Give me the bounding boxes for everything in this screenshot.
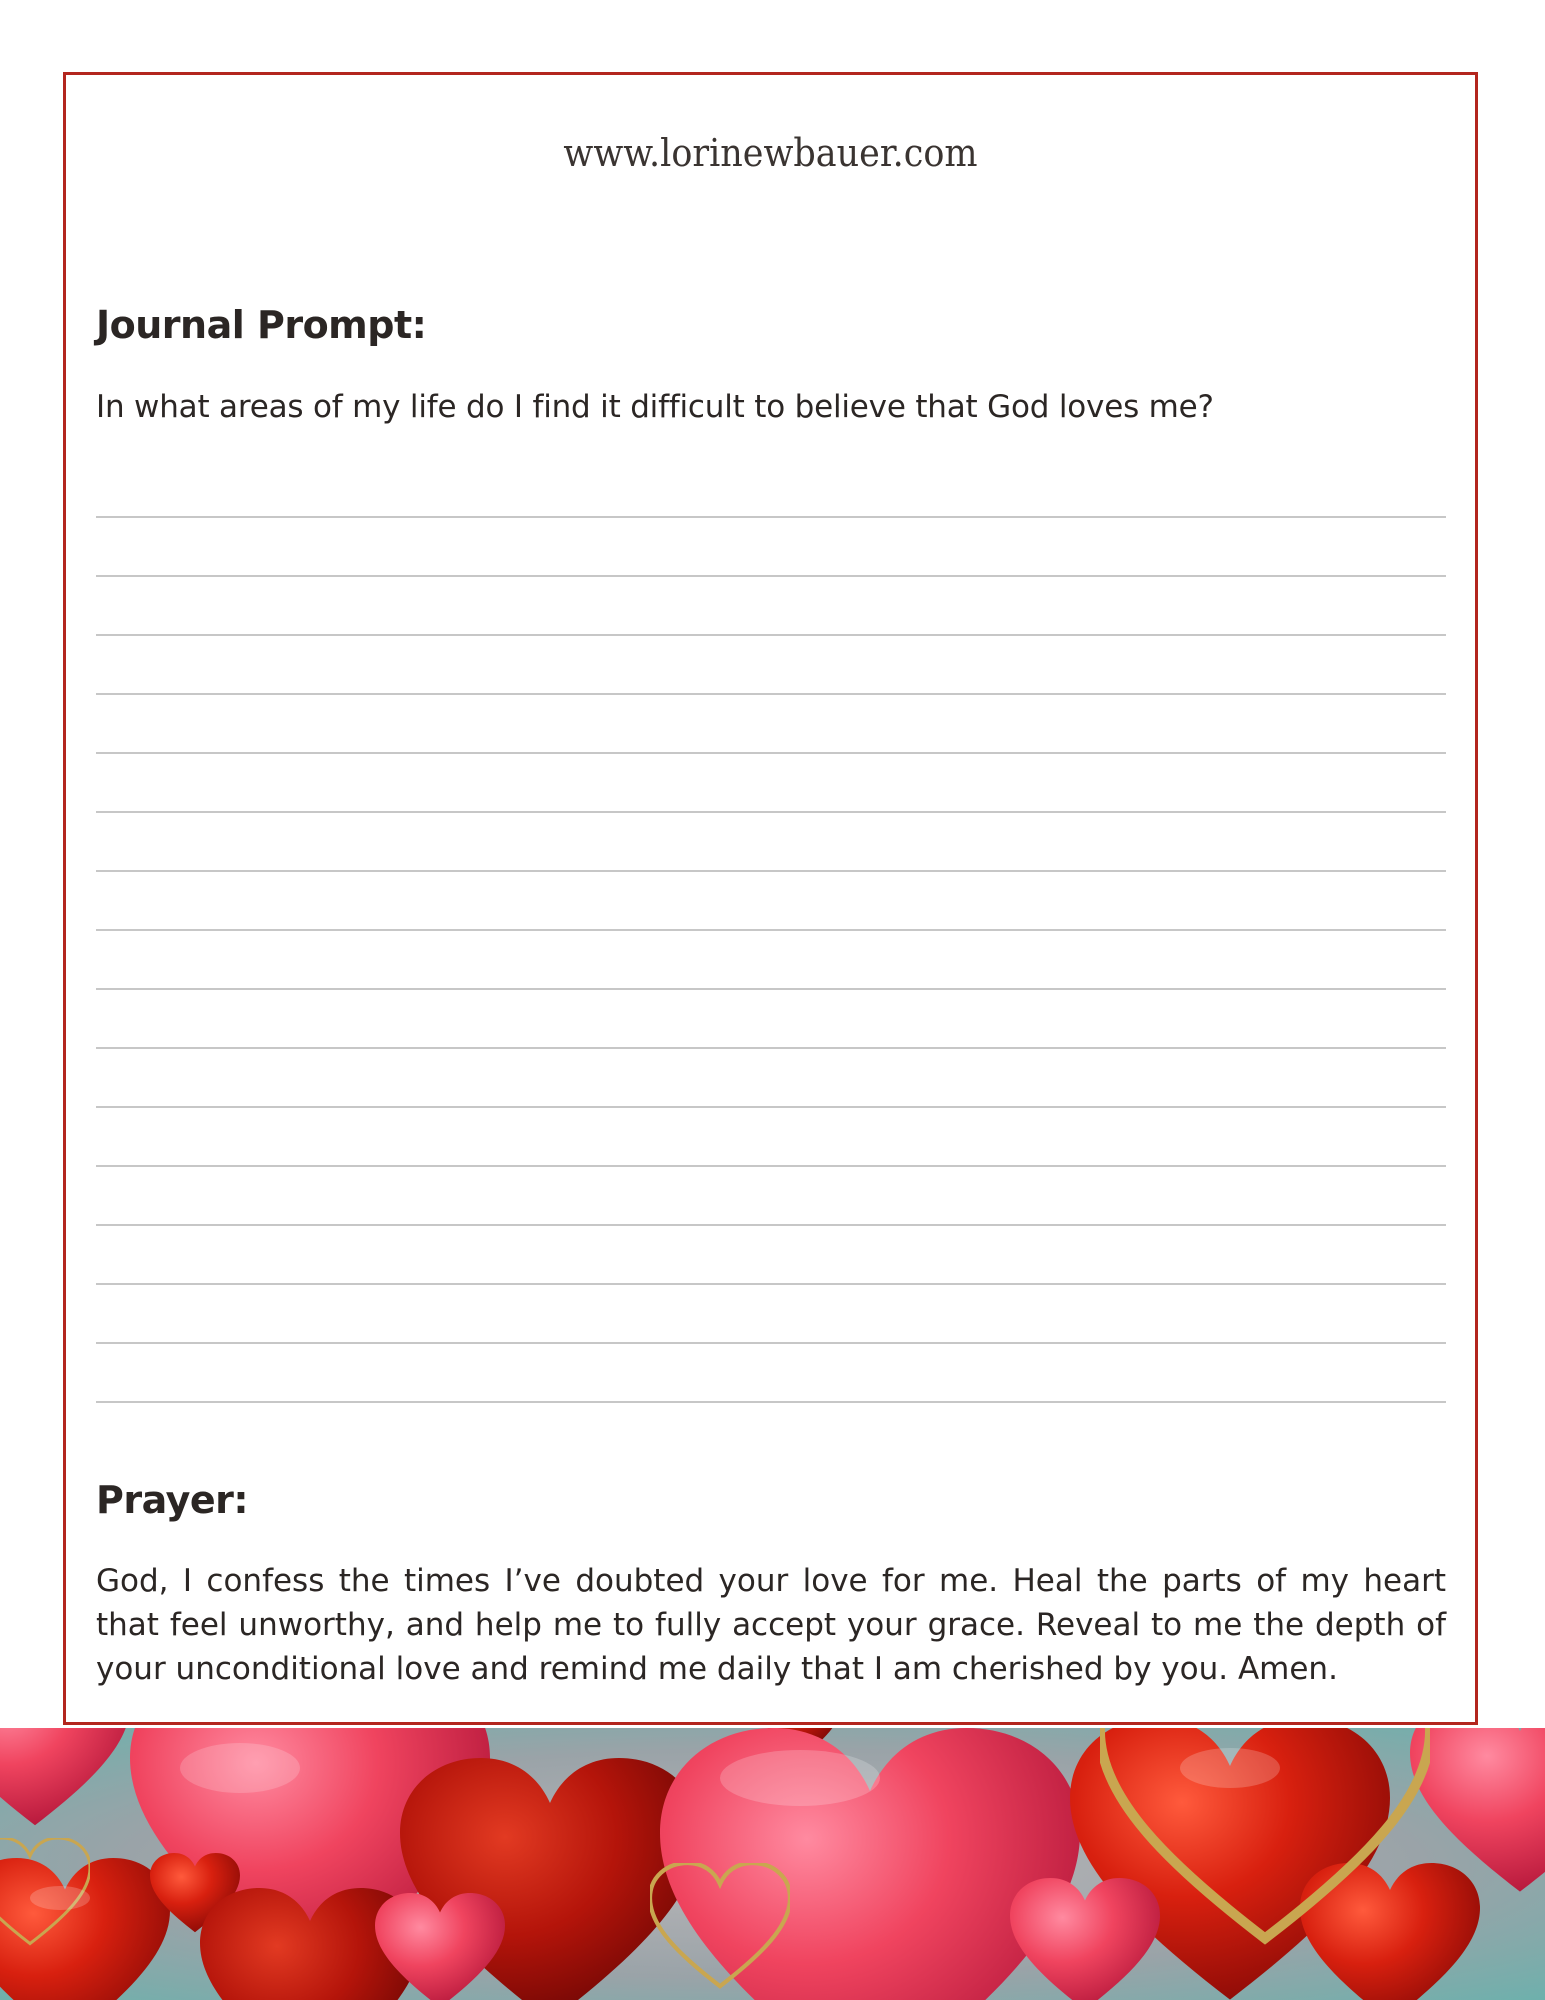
- writing-line: [96, 752, 1446, 754]
- writing-line: [96, 1165, 1446, 1167]
- writing-line: [96, 1342, 1446, 1344]
- hearts-illustration: [0, 1728, 1545, 2000]
- writing-line: [96, 1106, 1446, 1108]
- writing-line: [96, 516, 1446, 518]
- journal-prompt-text: In what areas of my life do I find it difficult to believe that God loves me?: [96, 389, 1214, 425]
- prayer-heading: Prayer:: [96, 1478, 249, 1522]
- writing-line: [96, 1047, 1446, 1049]
- writing-line: [96, 988, 1446, 990]
- writing-line: [96, 811, 1446, 813]
- writing-lines: [96, 516, 1446, 1416]
- journal-prompt-heading: Journal Prompt:: [96, 303, 427, 347]
- writing-line: [96, 1224, 1446, 1226]
- prayer-text: God, I confess the times I’ve doubted your love for me. Heal the parts of my heart that feel unworthy, and help me to fully accept your grace. Reveal to me the depth of your unconditional love and remind me daily that I am cherished by you. Amen.: [96, 1563, 1446, 1687]
- page-frame: [63, 72, 1478, 1725]
- writing-line: [96, 929, 1446, 931]
- writing-line: [96, 575, 1446, 577]
- writing-line: [96, 693, 1446, 695]
- writing-line: [96, 870, 1446, 872]
- hearts-banner: [0, 1728, 1545, 2000]
- writing-line: [96, 634, 1446, 636]
- website-url: www.lorinewbauer.com: [563, 131, 978, 175]
- writing-line: [96, 1283, 1446, 1285]
- writing-line: [96, 1401, 1446, 1403]
